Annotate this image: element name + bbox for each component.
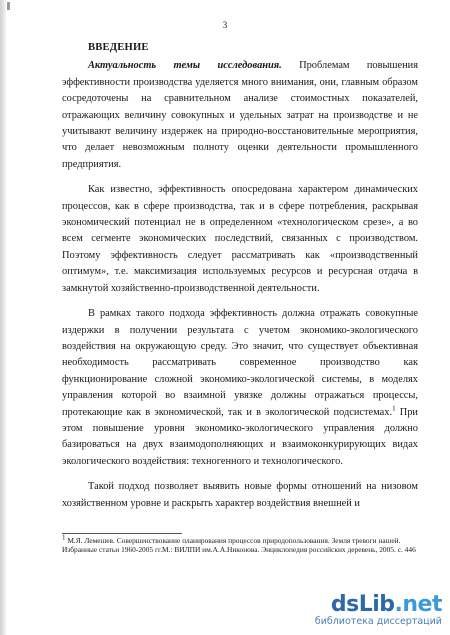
section-heading: ВВЕДЕНИЕ [88,42,149,53]
footnote-ref: 1 [392,404,396,413]
paragraph-approach [62,306,418,470]
approach-text-b: При этом повышение уровня экономико-экологического управления должно базироваться на двух взаимодополняющих и взаимоконкурирующих видах экологического воздействия: техногенного и технологического. [62,406,418,467]
document-body [62,40,418,512]
paragraph-efficiency: Как известно, эффективность опосредована характером динамических процессов, как в сфере производства, так и в сфере потребления, раскрывая экономический потенциал не в определенном «технологическом срезе», а во всем сегменте экономических последствий, связанных с производством. Поэтому эффективность следует рассматривать как «производственный оптимум», т.е. максимизация используемых ресурсов и ресурсная отдача в замкнутой хозяйственно-производственной деятельности. [62,184,418,294]
relevance-lead: Актуальность темы исследования. [88,60,282,72]
dslib-watermark [315,594,442,627]
watermark-caption: библиотека диссертаций [314,616,442,627]
footnote-text: М.Я. Лемешев. Совершенствование планирования процессов природопользования. Земля тревоги нашей. Избранные статьи 1960-2005 гг.М.: ВИЛПИ им.А.А.Никонова. Энциклопедия российских деревень, 2005. с. 446 [62,536,416,555]
binding-mark [7,2,10,10]
footnote-mark: 1 [62,533,66,542]
paragraph-relevance [62,58,418,173]
page-number: 3 [222,20,228,30]
footnote-divider [62,533,182,534]
dslib-logo: dsLib.net [330,592,442,617]
relevance-text: Проблемам повышения эффективности производства уделяется много внимания, они, главным образом сосредоточены на сравнительном анализе стоимостных показателей, отражающих величину совокупных и удельных затрат на производстве и не учитывают величину издержек на природно-восстановительные мероприятия, что делает невозможным полноту оценки деятельности промышленного предприятия. [62,60,418,170]
footnote [62,533,418,555]
paragraph-new-forms: Такой подход позволяет выявить новые формы отношений на низовом хозяйственном уровне и раскрыть характер воздействия внешней и [62,481,418,509]
approach-text-a: В рамках такого подхода эффективность должна отражать совокупные издержки в получении результата с учетом экономико-экологического воздействия на окружающую среду. Это значит, что существует объективная необходимость рассматривать современное производство как функционирование сложной экономико-экологической системы, в моделях управления которой во взаимной увязке должны отражаться процессы, протекающие как в экономической, так и в экологической подсистемах. [62,308,418,418]
page-binding-edge [0,0,6,635]
